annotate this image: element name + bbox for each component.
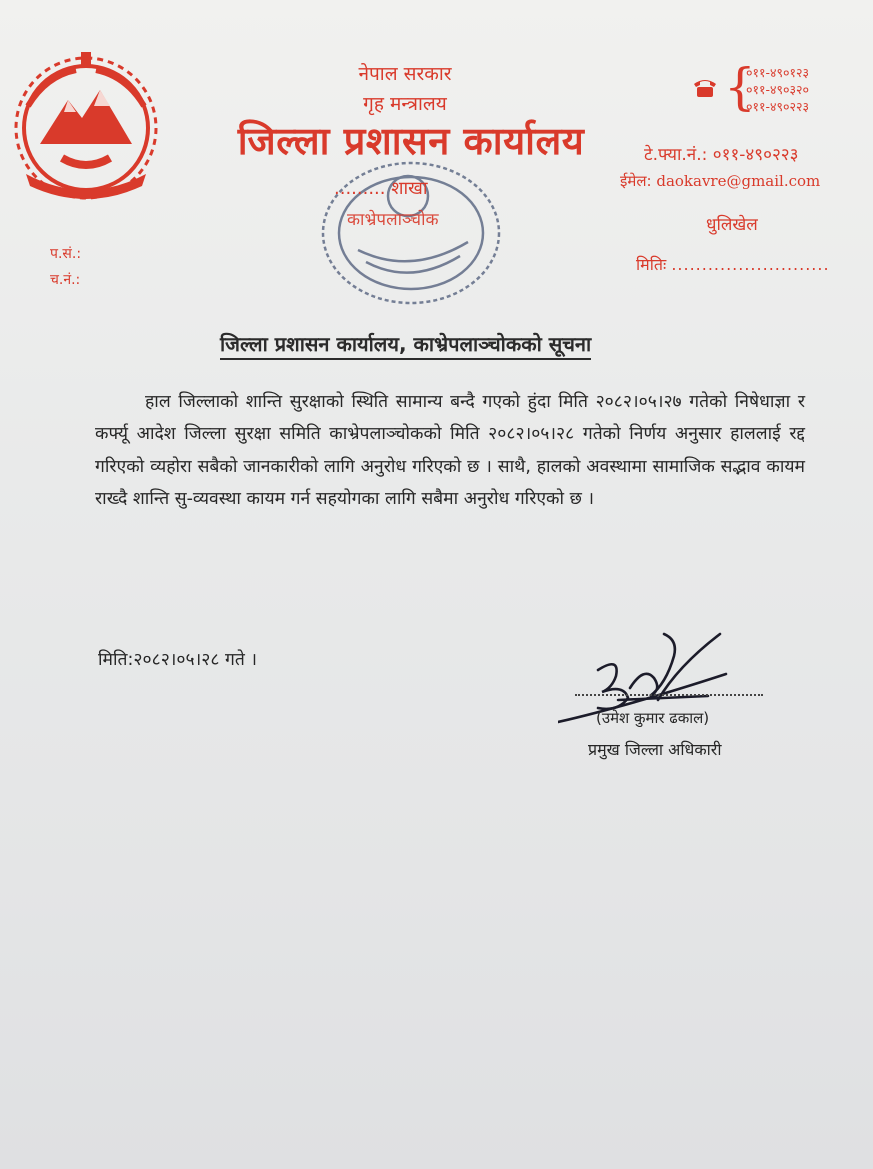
notice-heading: जिल्ला प्रशासन कार्यालय, काभ्रेपलाञ्चोकको सूचना xyxy=(220,330,591,360)
branch-label: शाखा xyxy=(391,178,428,199)
fax-label: टे.फ्या.नं.: xyxy=(644,145,708,165)
date-field xyxy=(636,253,830,275)
phone-2: ०११-४९०३२० xyxy=(746,82,810,97)
dispatch-number-label: च.नं.: xyxy=(50,272,81,288)
branch-blank: ......... xyxy=(334,178,386,199)
email-label: ईमेल: xyxy=(620,172,652,190)
signatory-name: (उमेश कुमार ढकाल) xyxy=(596,709,710,727)
nepal-emblem-icon xyxy=(6,46,166,206)
date-label: मितिः xyxy=(636,255,667,274)
office-location: धुलिखेल xyxy=(706,215,758,235)
reference-number-label: प.सं.: xyxy=(50,246,82,262)
office-name: जिल्ला प्रशासन कार्यालय xyxy=(237,119,585,163)
signatory-title: प्रमुख जिल्ला अधिकारी xyxy=(588,740,722,759)
issue-date: मिति:२०८२।०५।२८ गते । xyxy=(98,650,258,670)
branch-line xyxy=(334,176,428,200)
ministry-name: गृह मन्त्रालय xyxy=(363,93,447,115)
signature-line xyxy=(575,694,763,696)
phone-1: ०११-४९०१२३ xyxy=(746,65,810,80)
government-name: नेपाल सरकार xyxy=(358,63,452,85)
phone-3: ०११-४९०२२३ xyxy=(746,99,810,114)
phone-numbers xyxy=(746,64,809,115)
notice-body: हाल जिल्लाको शान्ति सुरक्षाको स्थिति सामान्य बन्दै गएको हुंदा मिति २०८२।०५।२७ गतेको निषेधाज्ञा र कर्फ्यू आदेश जिल्ला सुरक्षा समिति काभ्रेपलाञ्चोकको मिति २०८२।०५।२८ गतेको निर्णय अनुसार हाललाई रद्द गरिएको व्यहोरा सबैको जानकारीको लागि अनुरोध गरिएको छ । साथै, हालको अवस्थामा सामाजिक सद्भाव कायम राख्दै शान्ति सु-व्यवस्था कायम गर्न सहयोगका लागि सबैमा अनुरोध गरिएको छ । xyxy=(95,392,805,510)
branch-location: काभ्रेपलाञ्चोक xyxy=(347,210,439,230)
phone-brace: { xyxy=(724,58,756,116)
fax-number: ०११-४९०२२३ xyxy=(712,145,799,165)
date-blank: .......................... xyxy=(671,255,830,274)
fax-line xyxy=(644,142,798,165)
email-line xyxy=(620,171,820,191)
email-address: daokavre@gmail.com xyxy=(656,172,821,190)
telephone-icon xyxy=(692,76,718,98)
